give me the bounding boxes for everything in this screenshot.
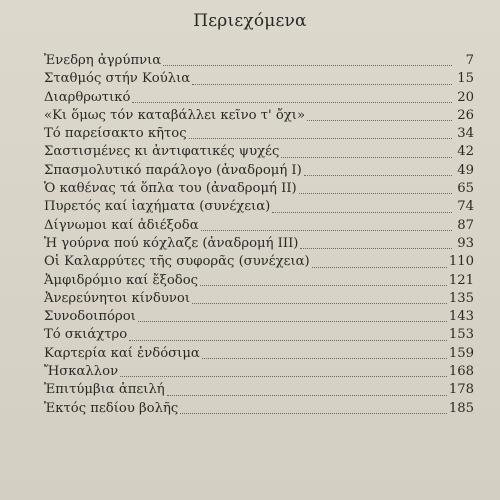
toc-entry-title: Ἐπιτύμβια ἀπειλή xyxy=(44,382,165,398)
toc-entry-title: Σαστισμένες κι ἀντιφατικές ψυχές xyxy=(44,144,280,160)
toc-entry xyxy=(44,162,474,180)
dot-leader xyxy=(304,174,452,176)
toc-entry-page: 65 xyxy=(457,181,474,197)
toc-entry-title: Ἀνερεύνητοι κίνδυνοι xyxy=(44,290,191,306)
toc-entry-title: Ὁ καθένας τά ὅπλα του (ἀναδρομή ΙΙ) xyxy=(44,181,297,197)
dot-leader xyxy=(201,229,452,231)
toc-entry-page: 87 xyxy=(457,217,474,233)
toc-entry-title: Τό παρείσακτο κῆτος xyxy=(44,126,187,142)
dot-leader xyxy=(163,64,452,66)
dot-leader xyxy=(120,375,447,377)
toc-entry-title: Καρτερία καί ἐνδόσιμα xyxy=(44,345,200,361)
toc-entry xyxy=(44,89,474,107)
dot-leader xyxy=(189,137,452,139)
toc-entry-page: 34 xyxy=(457,126,474,142)
toc-entry-page: 26 xyxy=(457,107,474,123)
toc-entry-page: 15 xyxy=(457,71,474,87)
toc-entry xyxy=(44,345,474,363)
toc-entry xyxy=(44,326,474,344)
dot-leader xyxy=(281,156,452,158)
dot-leader xyxy=(192,83,452,85)
toc-entry-page: 110 xyxy=(448,254,474,270)
toc-entry-page: 20 xyxy=(457,89,474,105)
toc-entry xyxy=(44,308,474,326)
dot-leader xyxy=(307,119,452,121)
toc-entry-page: 185 xyxy=(448,400,474,416)
toc-entry-title: Πυρετός καί ἰαχήματα (συνέχεια) xyxy=(44,199,271,215)
toc-entry xyxy=(44,70,474,88)
table-of-contents xyxy=(44,52,474,418)
toc-entry xyxy=(44,143,474,161)
dot-leader xyxy=(299,192,452,194)
page-title: Περιεχόμενα xyxy=(193,11,307,31)
toc-entry-page: 121 xyxy=(448,272,474,288)
toc-entry xyxy=(44,107,474,125)
toc-entry-title: Ἐκτός πεδίου βολῆς xyxy=(44,400,179,416)
toc-entry-title: Σταθμός στήν Κούλια xyxy=(44,71,191,87)
toc-entry xyxy=(44,400,474,418)
toc-entry xyxy=(44,272,474,290)
toc-entry-page: 143 xyxy=(448,309,474,325)
toc-entry-title: «Κι ὅμως τόν καταβάλλει κεῖνο τ' ὄχι» xyxy=(44,107,306,123)
toc-entry-title: Οἱ Καλαρρύτες τῆς συφορᾶς (συνέχεια) xyxy=(44,254,310,270)
toc-entry-title: Συνοδοιπόροι xyxy=(44,309,136,325)
dot-leader xyxy=(138,320,447,322)
toc-entry xyxy=(44,235,474,253)
toc-entry-title: Ἀμφιδρόμιο καί ἔξοδος xyxy=(44,272,199,288)
toc-entry-title: Τό σκιάχτρο xyxy=(44,327,128,343)
toc-entry-page: 49 xyxy=(457,162,474,178)
dot-leader xyxy=(192,302,447,304)
toc-entry-title: Ἡ γούρνα πού κόχλαζε (ἀναδρομή ΙΙΙ) xyxy=(44,235,299,251)
toc-entry xyxy=(44,198,474,216)
toc-entry xyxy=(44,363,474,381)
toc-entry-page: 153 xyxy=(448,327,474,343)
toc-entry-page: 178 xyxy=(448,382,474,398)
dot-leader xyxy=(312,266,447,268)
dot-leader xyxy=(167,394,447,396)
toc-entry xyxy=(44,253,474,271)
toc-entry-page: 42 xyxy=(457,144,474,160)
toc-entry xyxy=(44,180,474,198)
toc-entry-page: 74 xyxy=(457,199,474,215)
toc-entry xyxy=(44,125,474,143)
toc-entry xyxy=(44,290,474,308)
dot-leader xyxy=(202,357,447,359)
toc-entry-title: Διαρθρωτικό xyxy=(44,89,131,105)
toc-entry-title: Δίγνωμοι καί ἀδιέξοδα xyxy=(44,217,199,233)
toc-entry-page: 135 xyxy=(448,290,474,306)
dot-leader xyxy=(132,101,452,103)
toc-entry-page: 168 xyxy=(448,364,474,380)
toc-entry-page: 93 xyxy=(457,235,474,251)
toc-entry xyxy=(44,381,474,399)
dot-leader xyxy=(180,412,447,414)
toc-entry xyxy=(44,217,474,235)
toc-entry-page: 7 xyxy=(465,53,474,68)
dot-leader xyxy=(300,247,452,249)
toc-entry-title: Σπασμολυτικό παράλογο (ἀναδρομή Ι) xyxy=(44,162,302,178)
toc-entry xyxy=(44,52,474,70)
dot-leader xyxy=(272,211,452,213)
dot-leader xyxy=(200,284,447,286)
dot-leader xyxy=(129,339,447,341)
toc-entry-page: 159 xyxy=(448,345,474,361)
toc-entry-title: Ἐνεδρη ἀγρύπνια xyxy=(44,53,162,68)
toc-entry-title: Ἤσκαλλον xyxy=(44,364,119,380)
